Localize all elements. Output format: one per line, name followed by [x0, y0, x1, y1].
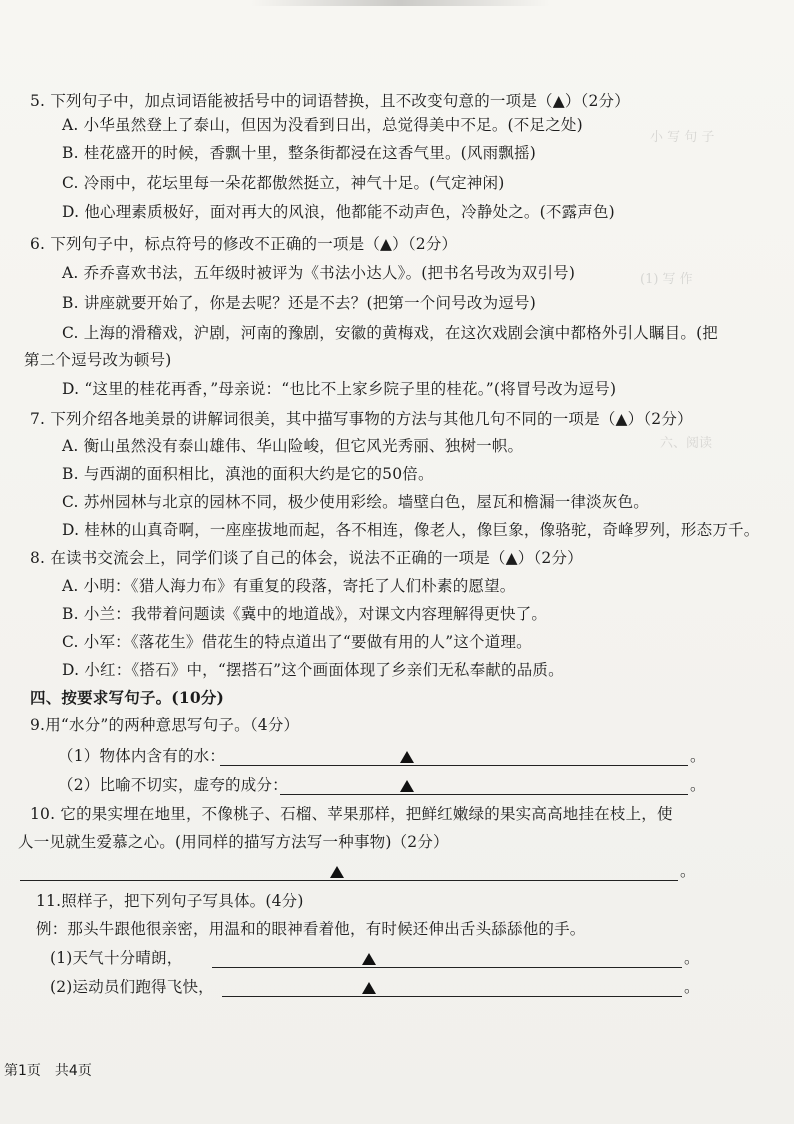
question-11-example: 例：那头牛跟他很亲密，用温和的眼神看着他，有时候还伸出舌头舔舔他的手。 — [36, 920, 586, 938]
question-8-option-a: A. 小明：《猎人海力布》有重复的段落，寄托了人们朴素的愿望。 — [62, 577, 516, 595]
question-9-part-1-label: （1）物体内含有的水： — [58, 747, 226, 765]
question-6-stem: 6. 下列句子中，标点符号的修改不正确的一项是（▲）（2分） — [30, 235, 458, 253]
end-period: 。 — [684, 949, 700, 967]
question-5-option-d: D. 他心理素质极好，面对再大的风浪，他都能不动声色，冷静处之。(不露声色) — [62, 203, 615, 221]
scan-shadow — [250, 0, 550, 6]
question-10-line1: 10. 它的果实埋在地里，不像桃子、石榴、苹果那样，把鲜红嫩绿的果实高高地挂在枝上，使 — [30, 805, 673, 823]
question-10-answer-line[interactable] — [20, 862, 678, 881]
question-6-option-c-line2: 第二个逗号改为顿号) — [24, 351, 172, 369]
question-10-line2: 人一见就生爱慕之心。(用同样的描写方法写一种事物)（2分） — [18, 833, 449, 851]
question-7-option-d: D. 桂林的山真奇啊，一座座拔地而起，各不相连，像老人，像巨象，像骆驼，奇峰罗列，形态万千。 — [62, 521, 760, 539]
question-9-part-1-answer-line[interactable] — [220, 747, 688, 766]
question-6-option-b: B. 讲座就要开始了，你是去呢？还是不去？(把第一个问号改为逗号) — [62, 294, 536, 312]
question-7-option-a: A. 衡山虽然没有泰山雄伟、华山险峻，但它风光秀丽、独树一帜。 — [62, 437, 524, 455]
question-5-stem: 5. 下列句子中，加点词语能被括号中的词语替换，且不改变句意的一项是（▲）（2分） — [30, 92, 630, 110]
question-8-option-b: B. 小兰：我带着问题读《冀中的地道战》，对课文内容理解得更快了。 — [62, 605, 548, 623]
question-9-stem: 9.用“水分”的两种意思写句子。（4分） — [30, 716, 300, 734]
question-7-option-b: B. 与西湖的面积相比，滇池的面积大约是它的50倍。 — [62, 465, 434, 483]
end-period: 。 — [680, 862, 696, 880]
question-6-option-d: D. “这里的桂花再香，”母亲说：“也比不上家乡院子里的桂花。”(将冒号改为逗号) — [62, 380, 617, 398]
question-11-part-2-label: (2)运动员们跑得飞快， — [50, 978, 214, 996]
question-11-part-1-answer-line[interactable] — [212, 949, 682, 968]
question-8-option-c: C. 小军：《落花生》借花生的特点道出了“要做有用的人”这个道理。 — [62, 633, 532, 651]
question-6-option-c-line1: C. 上海的滑稽戏，沪剧，河南的豫剧，安徽的黄梅戏，在这次戏剧会演中都格外引人瞩目。(把 — [62, 324, 719, 342]
answer-triangle-icon — [362, 982, 376, 994]
end-period: 。 — [690, 776, 706, 794]
question-8-stem: 8. 在读书交流会上，同学们谈了自己的体会，说法不正确的一项是（▲）（2分） — [30, 549, 583, 567]
page-footer: 第1页 共4页 — [4, 1063, 92, 1079]
end-period: 。 — [684, 978, 700, 996]
question-9-part-2-label: （2）比喻不切实，虚夸的成分： — [58, 776, 288, 794]
bleed-through-text: 小 写 句 子 — [650, 130, 715, 145]
question-11-stem: 11.照样子，把下列句子写具体。(4分) — [36, 892, 304, 910]
question-7-option-c: C. 苏州园林与北京的园林不同，极少使用彩绘。墙壁白色，屋瓦和檐漏一律淡灰色。 — [62, 493, 649, 511]
answer-triangle-icon — [330, 866, 344, 878]
question-5-option-c: C. 冷雨中，花坛里每一朵花都傲然挺立，神气十足。(气定神闲) — [62, 174, 505, 192]
question-5-option-b: B. 桂花盛开的时候，香飘十里，整条街都浸在这香气里。(风雨飘摇) — [62, 144, 536, 162]
question-7-stem: 7. 下列介绍各地美景的讲解词很美，其中描写事物的方法与其他几句不同的一项是（▲）（2分） — [30, 410, 693, 428]
answer-triangle-icon — [400, 780, 414, 792]
question-11-part-2-answer-line[interactable] — [222, 978, 682, 997]
question-11-part-1-label: (1)天气十分晴朗， — [50, 949, 183, 967]
end-period: 。 — [690, 747, 706, 765]
bleed-through-text: 六、阅读 — [660, 436, 713, 451]
answer-triangle-icon — [400, 751, 414, 763]
question-9-part-2-answer-line[interactable] — [280, 776, 688, 795]
question-8-option-d: D. 小红：《搭石》中，“摆搭石”这个画面体现了乡亲们无私奉献的品质。 — [62, 661, 564, 679]
bleed-through-text: (1) 写 作 — [640, 272, 693, 287]
question-5-option-a: A. 小华虽然登上了泰山，但因为没看到日出，总觉得美中不足。(不足之处) — [62, 116, 583, 134]
answer-triangle-icon — [362, 953, 376, 965]
question-6-option-a: A. 乔乔喜欢书法，五年级时被评为《书法小达人》。(把书名号改为双引号) — [62, 264, 576, 282]
section-4-heading: 四、按要求写句子。(10分) — [30, 688, 225, 707]
